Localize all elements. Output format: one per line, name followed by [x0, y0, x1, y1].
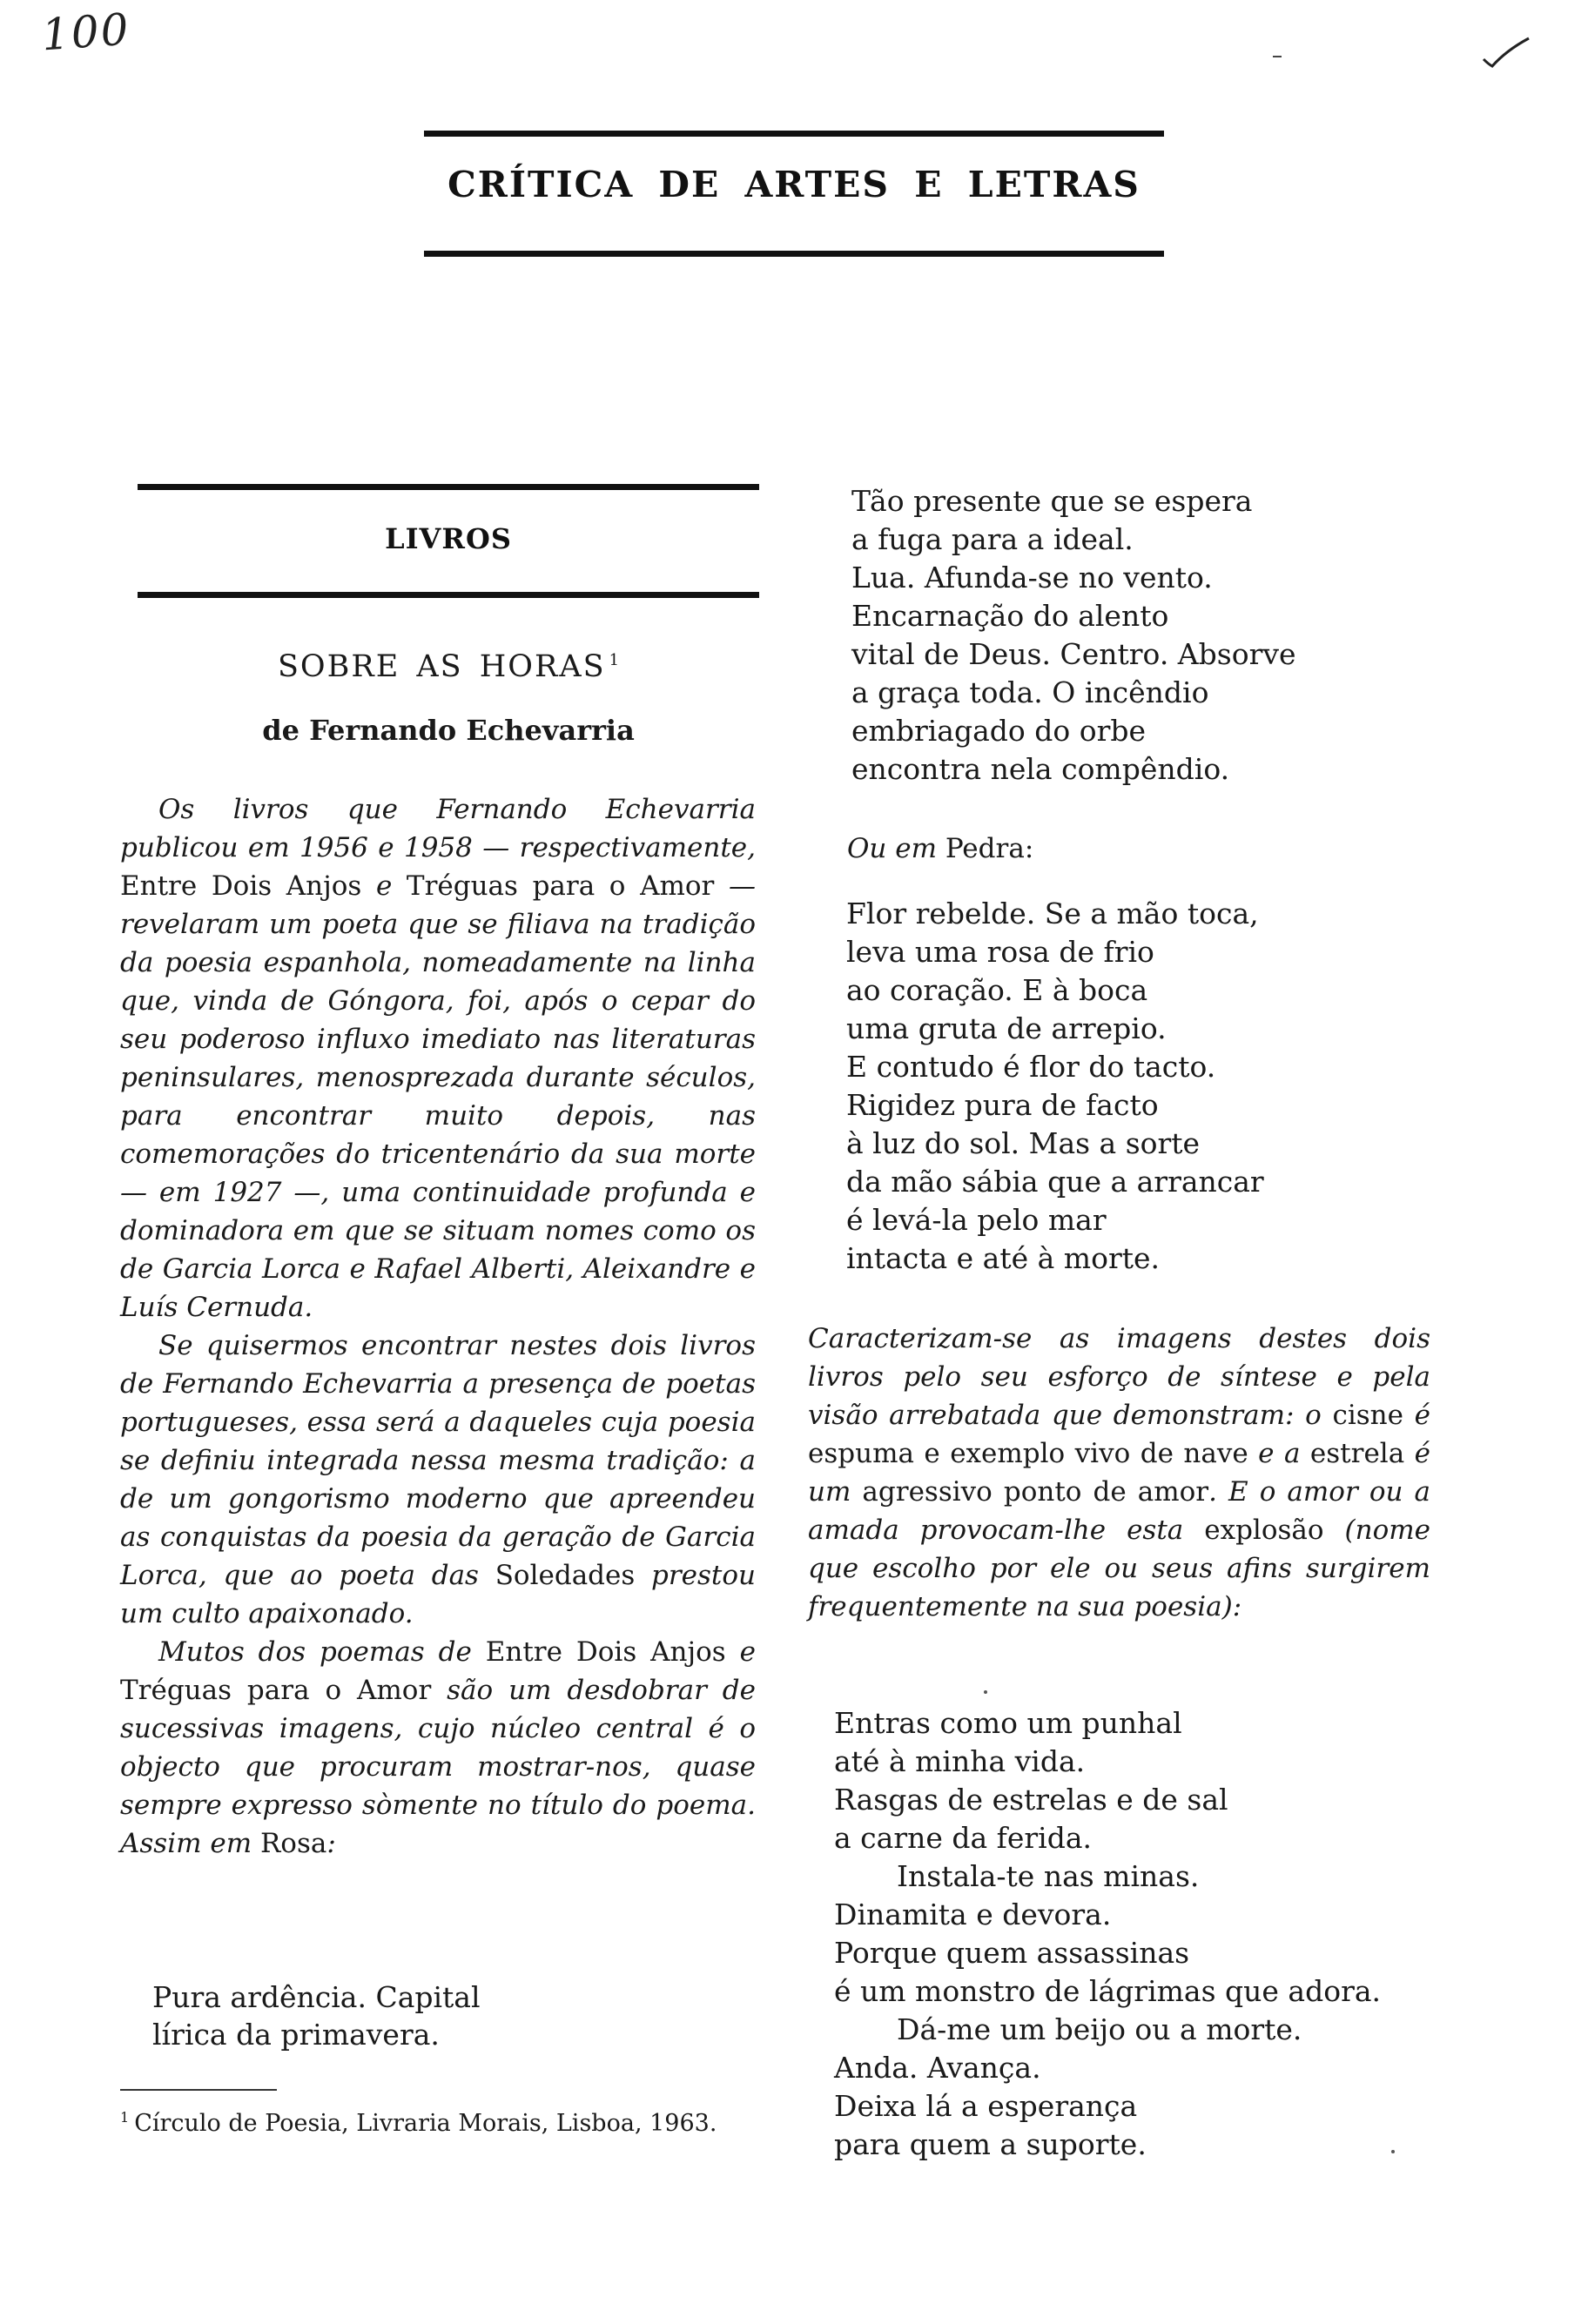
intro-suffix: : [1024, 833, 1034, 864]
poem-rosa-continued [851, 482, 1296, 789]
italic-text-segment: . E o amor ou a amada provocam-lhe esta [808, 1476, 1431, 1546]
poem-line: intacta e até à morte. [846, 1241, 1161, 1275]
scan-speck [984, 1690, 987, 1694]
upright-text-segment: Soledades [495, 1560, 636, 1591]
poem-line: embriagado do orbe [851, 714, 1147, 748]
review-title-text: SOBRE AS HORAS [277, 649, 606, 684]
poem-line: Entras como um punhal [834, 1706, 1182, 1740]
poem-line: à luz do sol. Mas a sorte [846, 1126, 1201, 1160]
left-column-prose [120, 790, 756, 1863]
poem-line: Rigidez pura de facto [846, 1088, 1159, 1122]
right-column-prose [808, 1320, 1430, 1626]
upright-text-segment: espuma e exemplo vivo de nave [808, 1438, 1248, 1469]
footnote-separator [120, 2089, 277, 2091]
review-title [138, 649, 759, 684]
poem-line: a carne da ferida. [834, 1821, 1093, 1855]
upright-text-segment: estrela [1309, 1438, 1405, 1469]
italic-text-segment: e [361, 870, 407, 902]
italic-text-segment: Caracterizam-se as imagens destes dois livros pelo seu esforço de síntese e pela visão arrebatada que demonstram: o [808, 1323, 1430, 1431]
poem-line: até à minha vida. [834, 1744, 1086, 1778]
poem-line: a graça toda. O incêndio [851, 675, 1209, 709]
poem-line: é levá-la pelo mar [846, 1203, 1107, 1237]
poem-line: Anda. Avança. [834, 2051, 1041, 2085]
italic-text-segment: são um desdobrar de sucessivas imagens, cujo núcleo central é o objecto que procuram mostrar-nos, quase sempre expresso sòmente no título do poema. Assim em [120, 1675, 756, 1859]
poem-line: encontra nela compêndio. [851, 752, 1230, 786]
poem-line: é um monstro de lágrimas que adora. [834, 1974, 1382, 2008]
upright-text-segment: Tréguas para o Amor [120, 1675, 432, 1706]
upright-text-segment: Rosa [259, 1828, 327, 1859]
poem-line: Deixa lá a esperança [834, 2089, 1138, 2123]
upright-text-segment: agressivo ponto de amor [862, 1476, 1209, 1508]
footnote-text: Círculo de Poesia, Livraria Morais, Lisboa, 1963. [134, 2110, 717, 2137]
handwritten-check-mark [1480, 35, 1532, 70]
poem-line: Porque quem assassinas [834, 1936, 1190, 1970]
italic-text-segment: é [1403, 1400, 1430, 1431]
italic-text-segment: e [725, 1636, 756, 1668]
italic-text-segment: : [326, 1828, 336, 1859]
section-title: LIVROS [385, 522, 512, 555]
section-top-rule [138, 484, 759, 490]
poem-line: Lua. Afunda-se no vento. [851, 561, 1213, 594]
poem-line: Pura ardência. Capital [152, 1980, 481, 2014]
poem-line: Tão presente que se espera [851, 484, 1253, 518]
italic-text-segment: e a [1248, 1438, 1310, 1469]
italic-text-segment: — revelaram um poeta que se filiava na tradição da poesia espanhola, nomeadamente na linha que, vinda de Góngora, foi, após o cepar do seu poderoso influxo imediato nas literaturas peninsulares, menosprezada durante séculos, para encontrar muito depois, nas comemorações do tricentenário da sua morte — em 1927 —, uma continuidade profunda e dominadora em que se situam nomes como os de Garcia Lorca e Rafael Alberti, Aleixandre e Luís Cernuda. [120, 870, 756, 1323]
poem-line: Dinamita e devora. [834, 1897, 1112, 1931]
upright-text-segment: Entre Dois Anjos [485, 1636, 726, 1668]
poem-line: a fuga para a ideal. [851, 522, 1134, 556]
poem-line: ao coração. E à boca [846, 973, 1148, 1007]
paragraph [120, 1327, 756, 1633]
stray-mark [1273, 56, 1282, 57]
upright-text-segment: Tréguas para o Amor [406, 870, 715, 902]
poem-line: lírica da primavera. [152, 2018, 440, 2052]
footnote-reference: 1 [609, 651, 620, 670]
upright-text-segment: cisne [1332, 1400, 1403, 1431]
italic-text-segment: (nome que escolho por ele ou seus afins surgirem frequentemente na sua poesia): [808, 1515, 1430, 1622]
header-bottom-rule [424, 251, 1164, 257]
poem-line: Rasgas de estrelas e de sal [834, 1783, 1228, 1817]
section-bottom-rule [138, 592, 759, 598]
italic-text-segment: Se quisermos encontrar nestes dois livros de Fernando Echevarria a presença de poetas portugueses, essa será a daqueles cuja poesia se definiu integrada nessa mesma tradição: a de um gongorismo moderno que apreendeu as conquistas da poesia da geração de Garcia Lorca, que ao poeta das [120, 1330, 756, 1591]
poem-line: da mão sábia que a arrancar [846, 1165, 1264, 1199]
italic-text-segment: Mutos dos poemas de [158, 1636, 486, 1668]
footnote-marker: 1 [120, 2109, 130, 2126]
poem-line: Dá-me um beijo ou a morte. [897, 2012, 1302, 2046]
poem-line: Flor rebelde. Se a mão toca, [846, 897, 1259, 930]
poem-rosa-excerpt [152, 1978, 481, 2053]
review-author: de Fernando Echevarria [262, 714, 635, 747]
poem-line: Encarnação do alento [851, 599, 1169, 633]
scan-speck [1391, 2150, 1395, 2153]
poem-line: uma gruta de arrepio. [846, 1011, 1167, 1045]
intro-prefix: Ou em [847, 833, 945, 864]
italic-text-segment: Os livros que Fernando Echevarria publicou em 1956 e 1958 — respectivamente, [120, 794, 756, 863]
poem-line: leva uma rosa de frio [846, 935, 1154, 969]
poem-entras-como-um-punhal [834, 1704, 1381, 2164]
italic-text-segment: prestou um culto apaixonado. [120, 1560, 757, 1629]
footnote [120, 2101, 749, 2140]
poem-pedra-intro [847, 833, 1033, 864]
poem-line: E contudo é flor do tacto. [846, 1050, 1216, 1084]
italic-text-segment: é um [808, 1438, 1431, 1508]
page-header-title: CRÍTICA DE ARTES E LETRAS [447, 164, 1141, 205]
handwritten-page-number: 100 [40, 3, 132, 61]
intro-poem-title: Pedra [945, 833, 1025, 864]
paragraph [808, 1320, 1430, 1626]
poem-line: Instala-te nas minas. [897, 1859, 1200, 1893]
upright-text-segment: explosão [1204, 1515, 1324, 1546]
upright-text-segment: Entre Dois Anjos [120, 870, 362, 902]
header-top-rule [424, 131, 1164, 137]
poem-line: vital de Deus. Centro. Absorve [851, 637, 1296, 671]
paragraph [120, 790, 756, 1327]
paragraph [120, 1633, 756, 1863]
poem-pedra [846, 895, 1264, 1278]
poem-line: para quem a suporte. [834, 2127, 1147, 2161]
